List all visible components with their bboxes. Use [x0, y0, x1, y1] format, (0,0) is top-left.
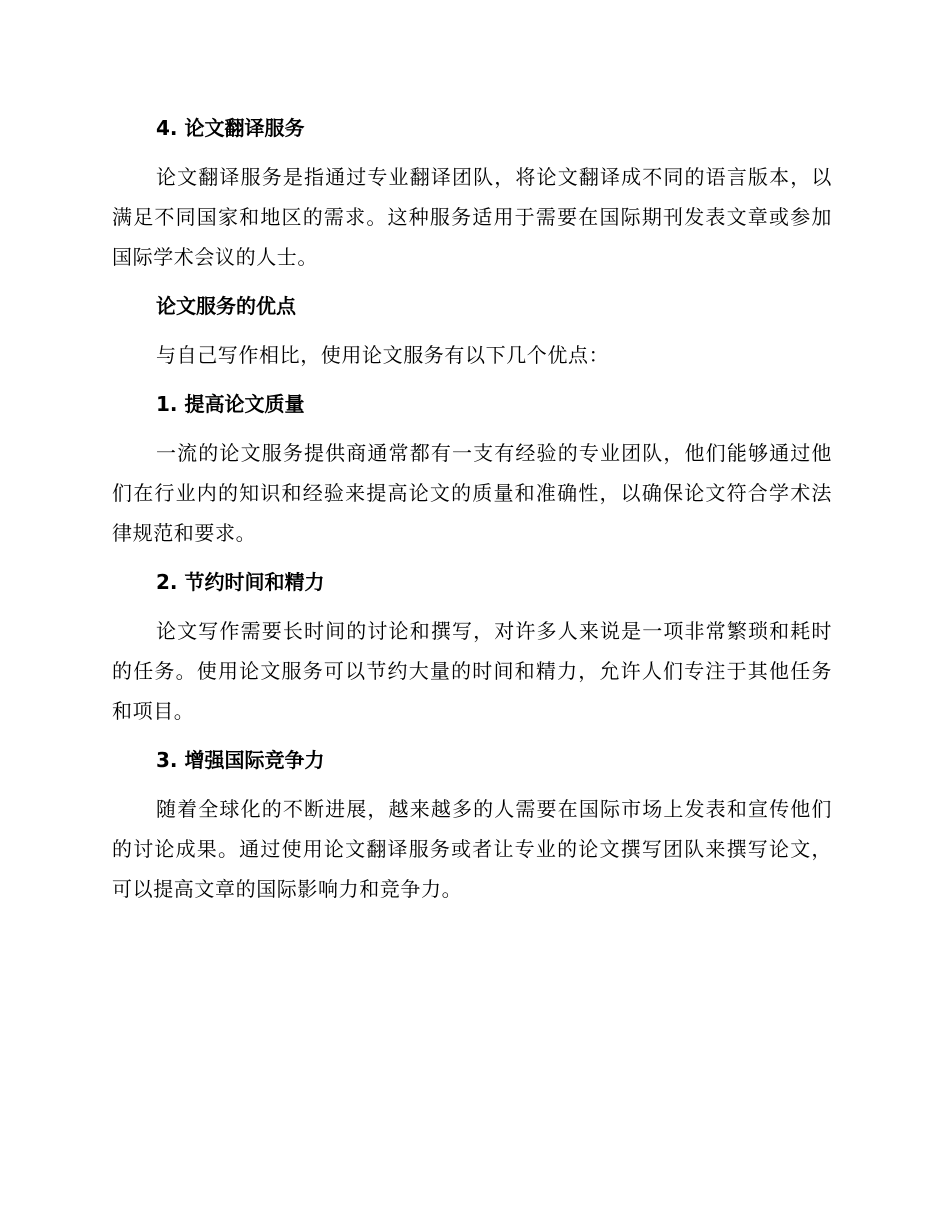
section-heading-improve-quality: 1. 提高论文质量	[156, 392, 305, 416]
section-heading-advantages: 论文服务的优点	[156, 294, 296, 318]
section-paragraph-improve-quality: 一流的论文服务提供商通常都有一支有经验的专业团队，他们能够通过他们在行业内的知识和经验来提高论文的质量和准确性，以确保论文符合学术法律规范和要求。	[112, 441, 832, 545]
section-heading-competitiveness: 3. 增强国际竞争力	[156, 748, 325, 772]
section-paragraph-save-time: 论文写作需要长时间的讨论和撰写，对许多人来说是一项非常繁琐和耗时的任务。使用论文服务可以节约大量的时间和精力，允许人们专注于其他任务和项目。	[112, 619, 832, 723]
section-heading-save-time: 2. 节约时间和精力	[156, 570, 325, 594]
section-paragraph-translation-service: 论文翻译服务是指通过专业翻译团队，将论文翻译成不同的语言版本，以满足不同国家和地区的需求。这种服务适用于需要在国际期刊发表文章或参加国际学术会议的人士。	[112, 165, 832, 269]
section-paragraph-advantages: 与自己写作相比，使用论文服务有以下几个优点：	[156, 343, 610, 367]
section-heading-translation-service: 4. 论文翻译服务	[156, 116, 305, 140]
section-paragraph-competitiveness: 随着全球化的不断进展，越来越多的人需要在国际市场上发表和宣传他们的讨论成果。通过使用论文翻译服务或者让专业的论文撰写团队来撰写论文，可以提高文章的国际影响力和竞争力。	[112, 797, 832, 901]
document-body	[112, 108, 832, 918]
